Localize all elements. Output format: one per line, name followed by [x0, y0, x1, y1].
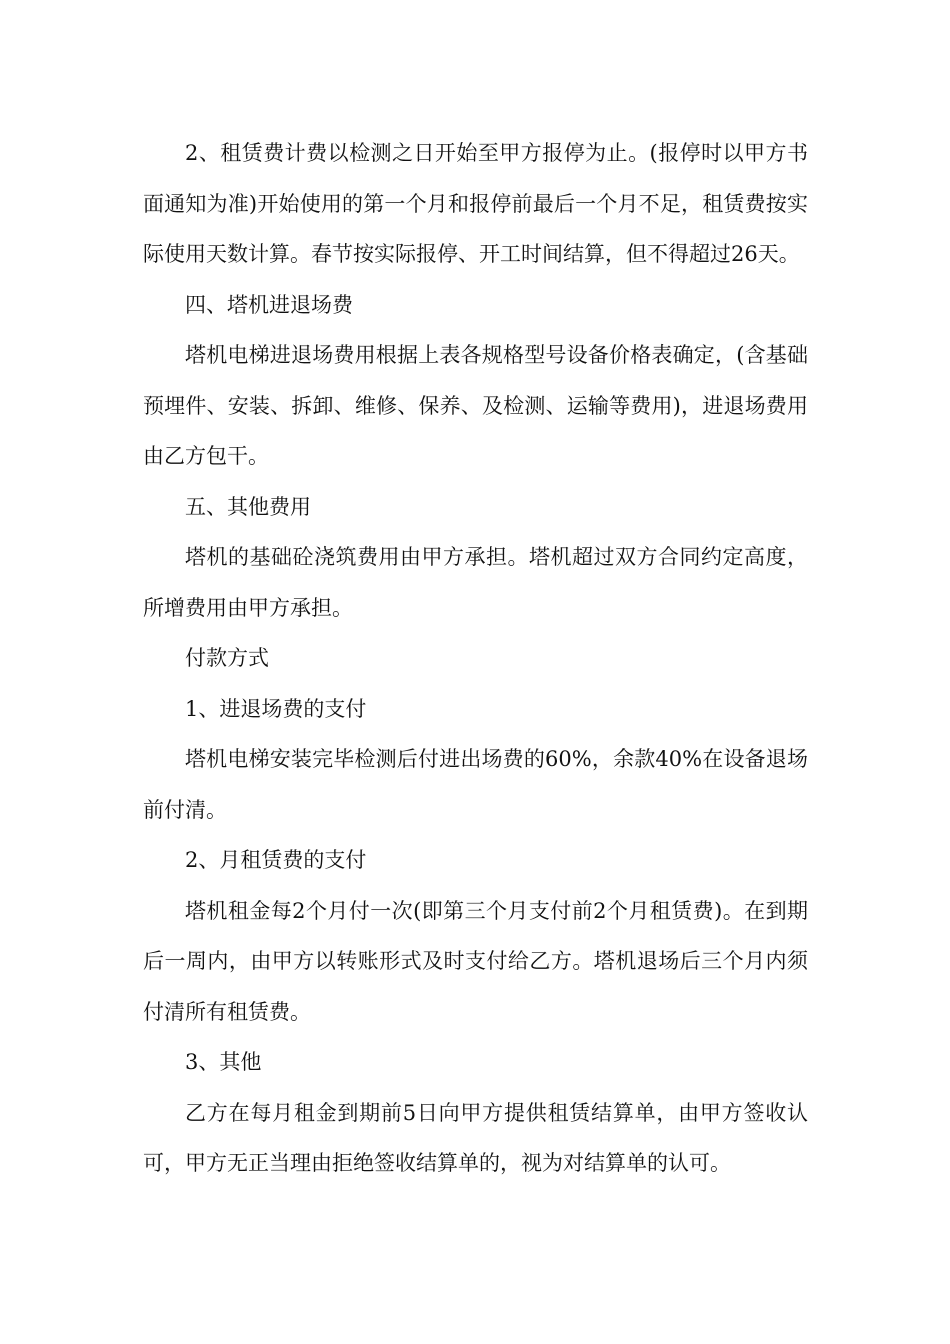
heading-other-fees: 五、其他费用 [185, 494, 311, 519]
heading-monthly-rent-payment: 2、月租赁费的支付 [185, 848, 367, 872]
heading-tower-crane-entry-exit-fee: 四、塔机进退场费 [185, 292, 353, 317]
document-body [143, 128, 808, 1189]
paragraph-entry-exit-fee-payment: 塔机电梯安装完毕检测后付进出场费的60%，余款40%在设备退场前付清。 [143, 747, 808, 822]
paragraph-entry-exit-fee: 塔机电梯进退场费用根据上表各规格型号设备价格表确定，(含基础预埋件、安装、拆卸、维修、保养、及检测、运输等费用)，进退场费用由乙方包干。 [143, 343, 808, 468]
paragraph-settlement-statement: 乙方在每月租金到期前5日向甲方提供租赁结算单，由甲方签收认可，甲方无正当理由拒绝签收结算单的，视为对结算单的认可。 [143, 1100, 808, 1175]
paragraph-rental-billing: 2、租赁费计费以检测之日开始至甲方报停为止。(报停时以甲方书面通知为准)开始使用的第一个月和报停前最后一个月不足，租赁费按实际使用天数计算。春节按实际报停、开工时间结算，但不得超过26天。 [143, 141, 808, 266]
heading-other: 3、其他 [185, 1050, 262, 1074]
heading-payment-method: 付款方式 [185, 646, 269, 670]
heading-entry-exit-fee-payment: 1、进退场费的支付 [185, 696, 367, 721]
paragraph-monthly-rent-payment: 塔机租金每2个月付一次(即第三个月支付前2个月租赁费)。在到期后一周内，由甲方以转账形式及时支付给乙方。塔机退场后三个月内须付清所有租赁费。 [143, 898, 808, 1024]
paragraph-other-fees: 塔机的基础砼浇筑费用由甲方承担。塔机超过双方合同约定高度，所增费用由甲方承担。 [143, 545, 808, 620]
